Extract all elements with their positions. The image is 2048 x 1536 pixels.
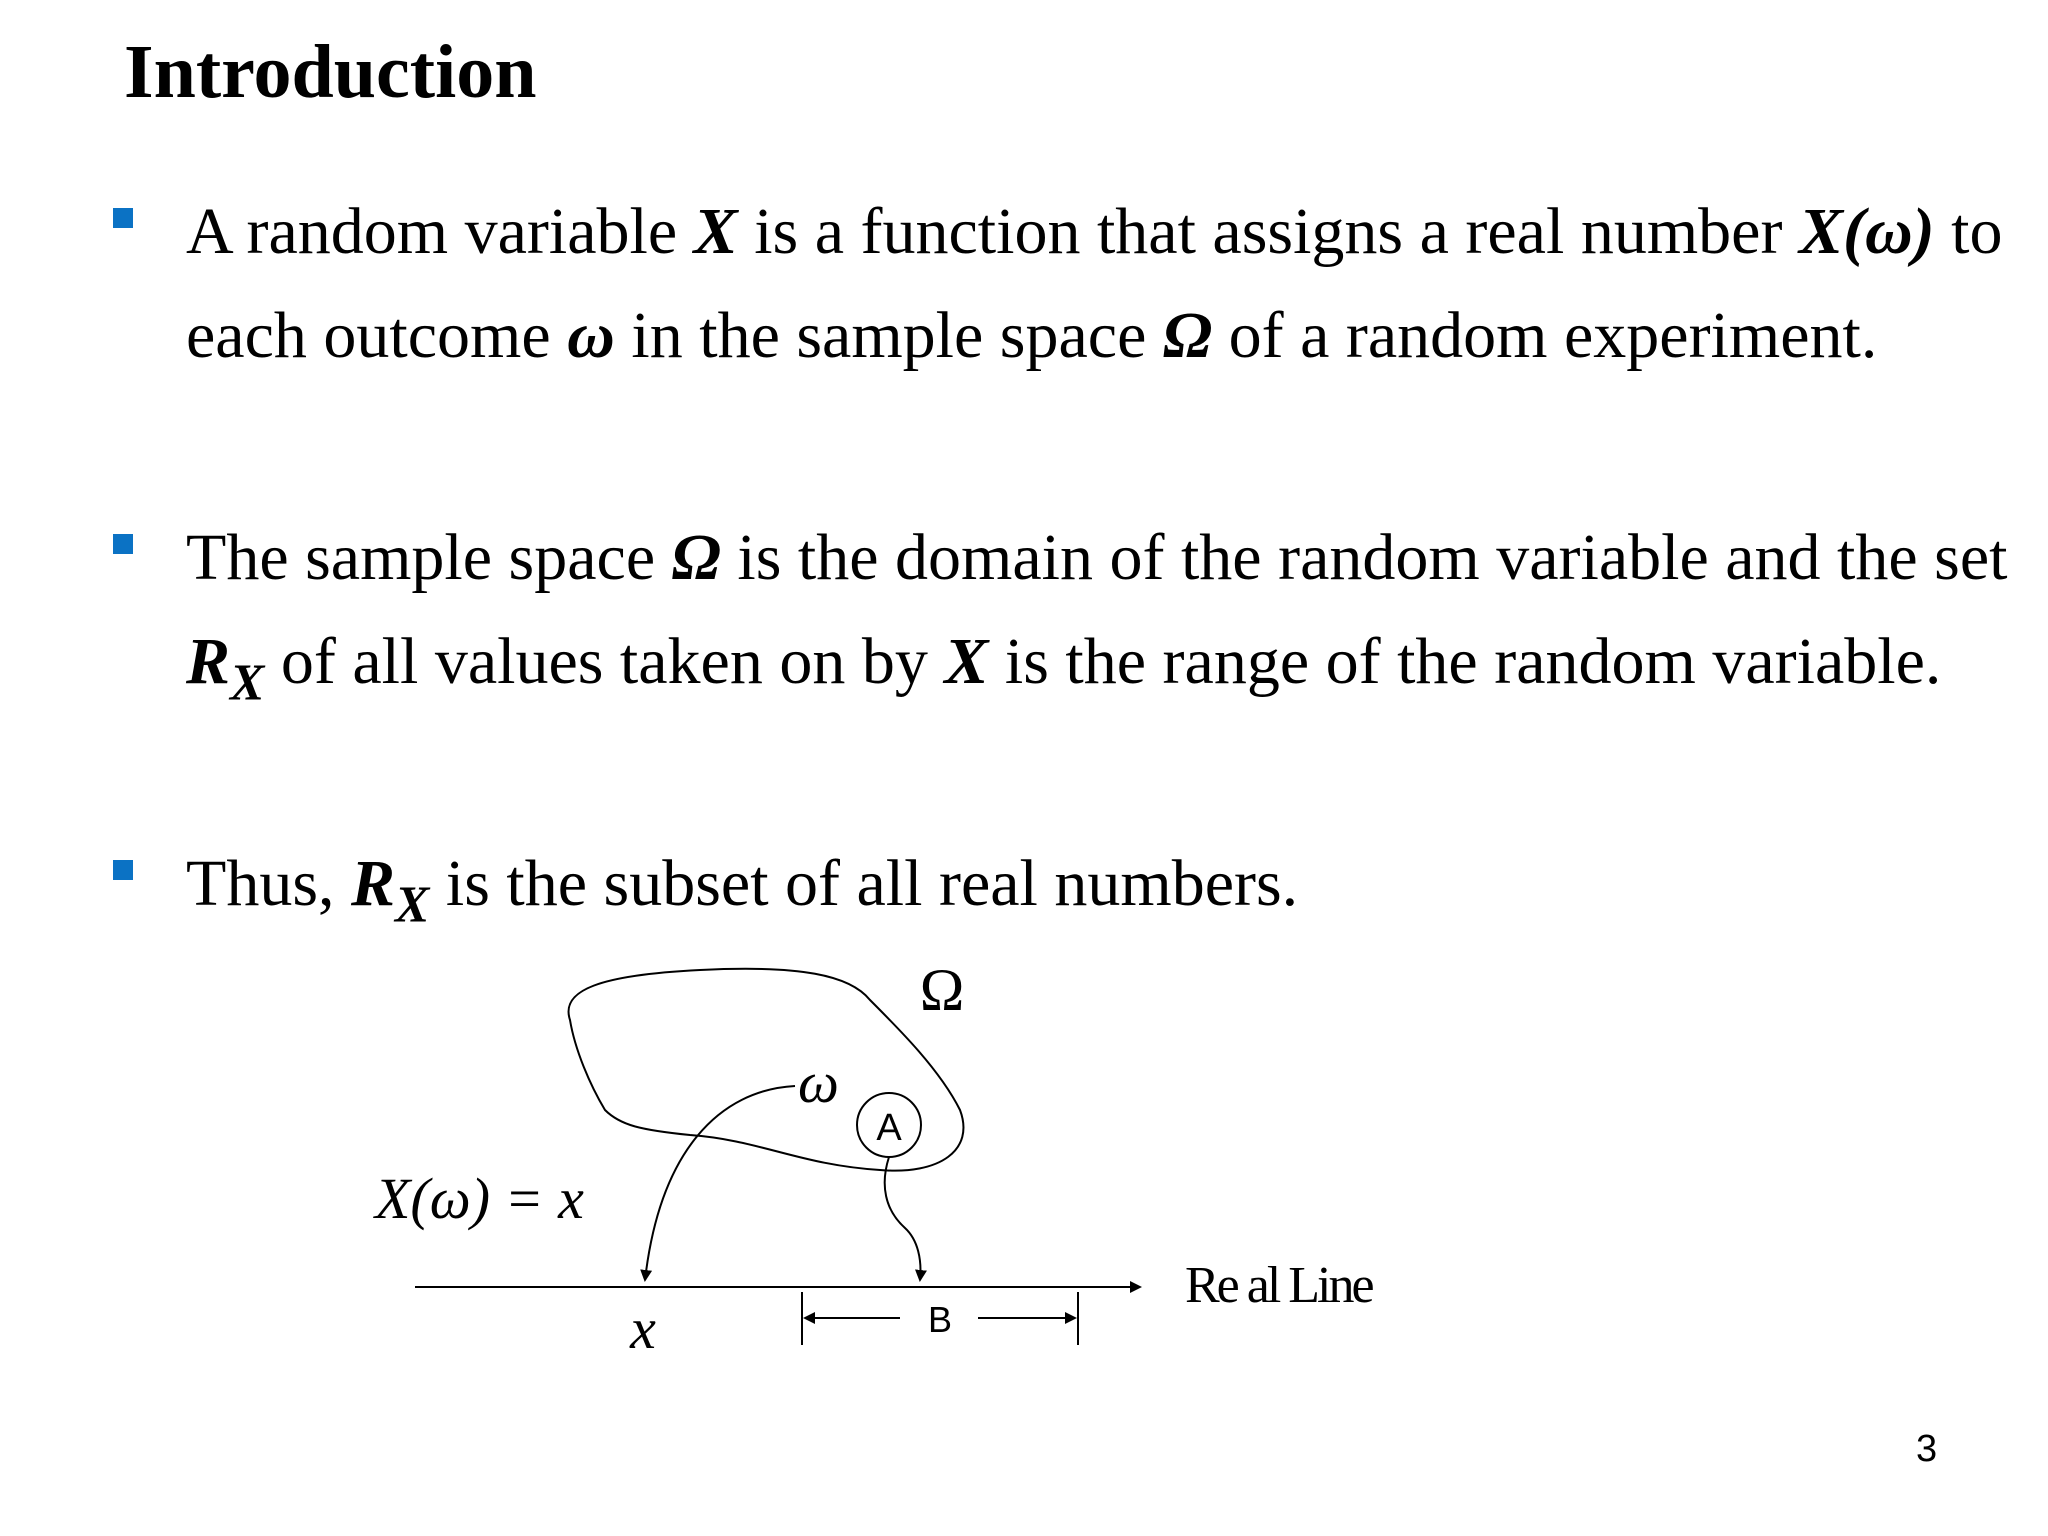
- outcome-label: ω: [798, 1050, 839, 1115]
- event-arrow: [885, 1157, 921, 1280]
- point-label: x: [630, 1296, 656, 1361]
- omega-set-label: Ω: [919, 957, 965, 1023]
- text-run: A random variable: [186, 195, 694, 268]
- interval-label: B: [927, 1299, 953, 1340]
- math-symbol: Ω: [671, 521, 721, 594]
- real-line-label: Re al Line: [1185, 1257, 1372, 1314]
- math-subscript: X: [395, 876, 430, 934]
- page-number: 3: [1916, 1428, 1938, 1470]
- math-symbol: X: [693, 195, 738, 268]
- math-symbol: ω: [567, 299, 615, 372]
- math-symbol: R: [186, 625, 231, 698]
- text-run: in the sample space: [614, 299, 1163, 372]
- text-run: is the range of the random variable.: [988, 625, 1942, 698]
- text-run: to each outcome: [186, 195, 2003, 372]
- math-symbol: Ω: [1162, 299, 1213, 372]
- text-run: is a function that assigns a real number: [737, 195, 1799, 268]
- event-label: A: [876, 1107, 902, 1149]
- slide-title: Introduction: [124, 30, 537, 114]
- math-symbol: X(ω): [1798, 195, 1935, 268]
- text-run: The sample space: [186, 521, 672, 594]
- text-run: of all values taken on by: [264, 625, 945, 698]
- math-subscript: X: [230, 654, 265, 712]
- math-symbol: R: [351, 847, 396, 920]
- mapping-arrow: [645, 1086, 795, 1280]
- text-run: Thus,: [186, 847, 351, 920]
- text-run: is the subset of all real numbers.: [429, 847, 1299, 920]
- mapping-equation: X(ω) = x: [375, 1166, 584, 1231]
- text-run: of a random experiment.: [1212, 299, 1878, 372]
- math-symbol: X: [944, 625, 989, 698]
- text-run: is the domain of the random variable and the set: [720, 521, 2008, 594]
